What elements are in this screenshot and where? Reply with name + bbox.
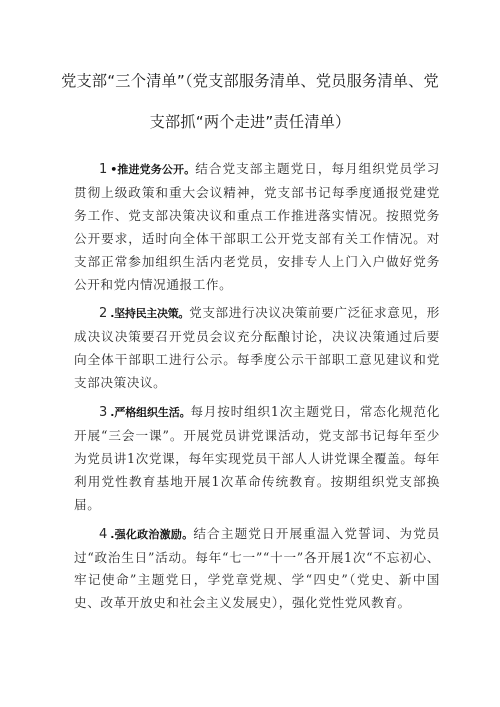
item-text: 党支部进行决议决策前要广泛征求意见，形成决议决策要召开党员会议充分酝酿讨论，决议决策通过后要向全体干部职工进行公示。每季度公示干部职工意见建议和党支部决策决议。 — [74, 305, 440, 391]
list-item — [74, 401, 440, 517]
list-item — [74, 523, 440, 616]
item-heading: .强化政治激励。 — [110, 527, 194, 541]
item-text: 结合党支部主题党日，每月组织党员学习贯彻上级政策和重大会议精神，党支部书记每季度通报党建党务工作、党支部决策决议和重点工作推进落实情况。按照党务公开要求，适时向全体干部职工公开党支部有关工作情况。对支部正常参加组织生活内老党员，安排专人上门入户做好党务公开和党内情况通报工作。 — [74, 161, 440, 292]
item-text: 每月按时组织1次主题党日，常态化规范化开展“三会一课”。开展党员讲党课活动，党支部书记每年至少为党员讲1次党课，每年实现党员干部人人讲党课全覆盖。每年利用党性教育基地开展1次革命传统教育。按期组织党支部换届。 — [74, 404, 440, 512]
item-number: 4 — [99, 526, 108, 542]
item-text: 结合主题党日开展重温入党誓词、为党员过“政治生日”活动。每年“七一”“十一”各开展1次“不忘初心、牢记使命”主题党日，学党章党规、学“四史”（党史、新中国史、改革开放史和社会主义发展史），强化党性党风教育。 — [74, 525, 440, 611]
item-number: 1 — [99, 162, 108, 177]
document-title-line-2: 支部抓“两个走进”责任清单） — [149, 113, 351, 131]
list-item — [74, 158, 440, 296]
item-number: 2 — [99, 306, 108, 322]
item-heading: .严格组织生活。 — [110, 406, 191, 420]
list-item — [74, 302, 440, 395]
item-number: 3 — [99, 405, 108, 421]
document-title-line-1: 党支部“三个清单”（党支部服务清单、党员服务清单、党 — [61, 72, 439, 90]
item-heading: •推进党务公开。 — [110, 163, 196, 176]
document-body — [74, 158, 440, 621]
item-heading: .坚持民主决策。 — [110, 307, 190, 321]
